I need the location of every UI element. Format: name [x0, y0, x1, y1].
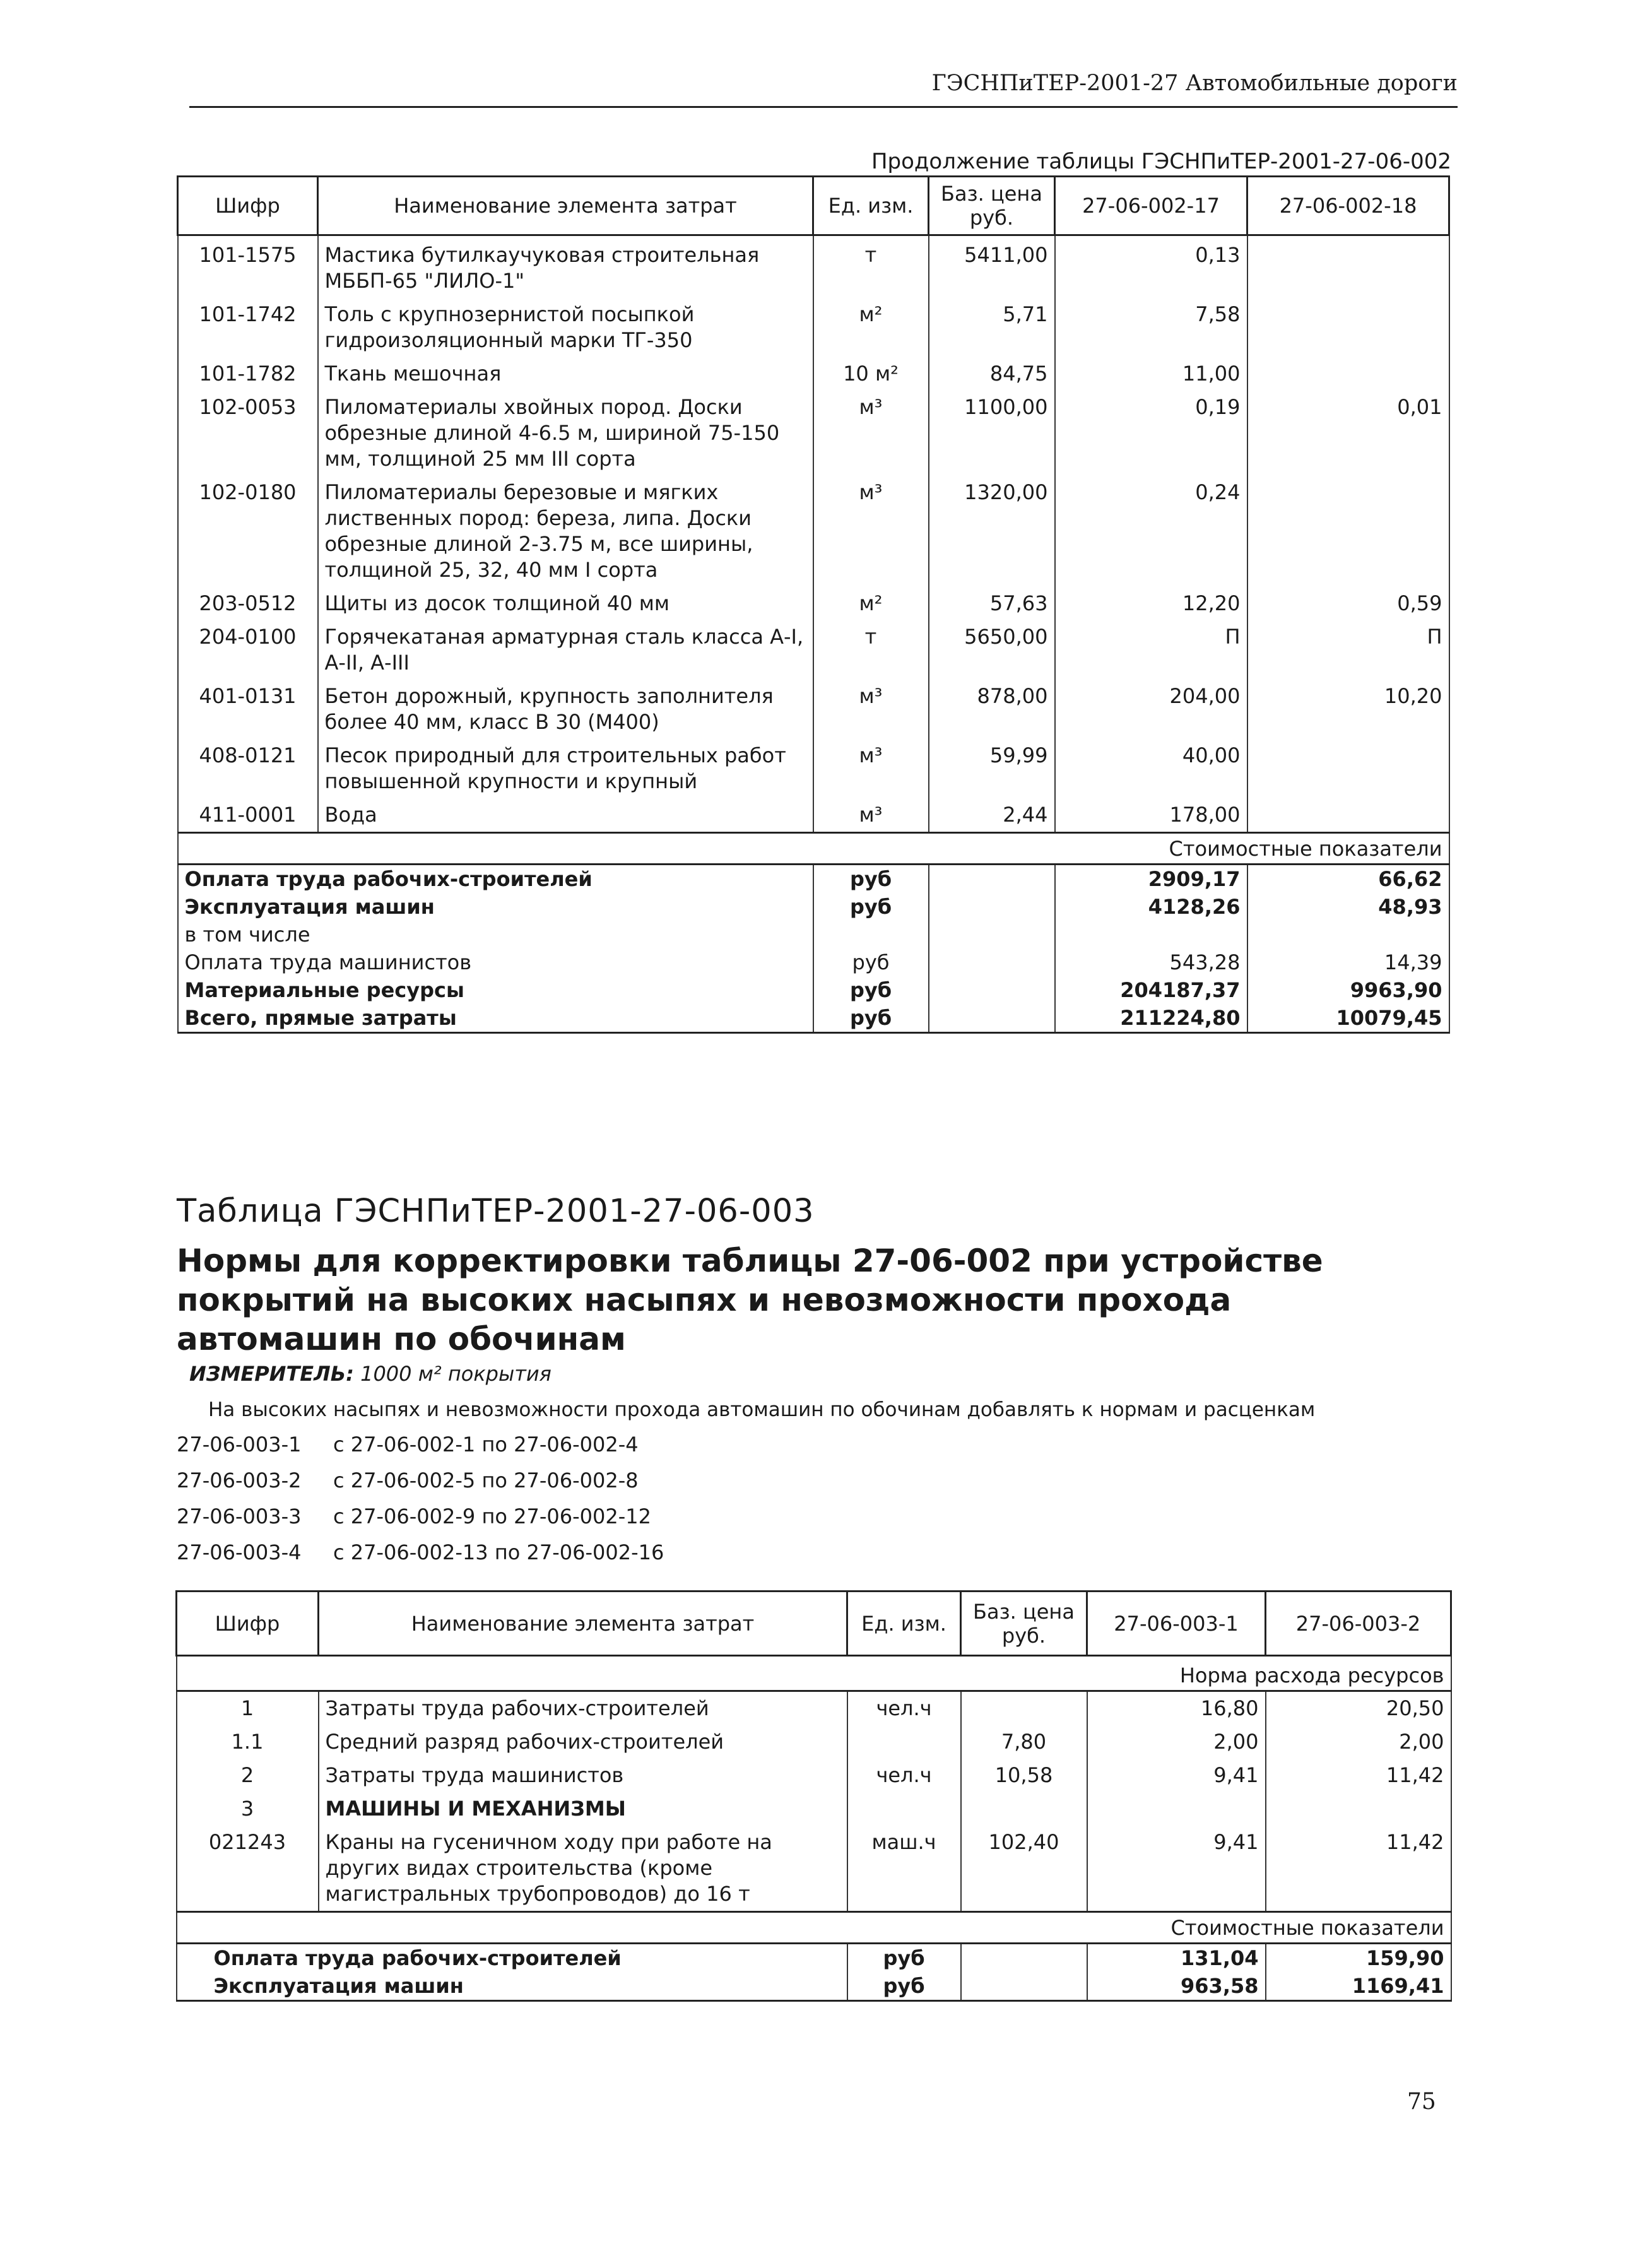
norm-range-code: 27-06-003-3: [177, 1504, 302, 1528]
table-row: [177, 1826, 1451, 1912]
cell-name: Щиты из досок толщиной 40 мм: [318, 587, 813, 620]
cost-value-b: 159,90: [1266, 1944, 1451, 1973]
cost-value-a: 543,28: [1055, 948, 1247, 976]
cost-empty-price: [929, 1004, 1055, 1033]
table1-caption: Продолжение таблицы ГЭСНПиТЕР-2001-27-06-002: [871, 149, 1451, 174]
norm-ranges-list: [177, 1432, 664, 1576]
col-header-code: Шифр: [178, 177, 318, 235]
cost-unit: руб: [813, 948, 929, 976]
cost-row: [178, 948, 1449, 976]
cost-value-b: [1247, 921, 1449, 948]
cell-code: 101-1782: [178, 357, 318, 391]
cost-value-a: 4128,26: [1055, 893, 1247, 921]
cell-name: Пиломатериалы хвойных пород. Доски обрезные длиной 4-6.5 м, шириной 75-150 мм, толщиной 25 мм III сорта: [318, 391, 813, 476]
cell-value-b: [1247, 476, 1449, 587]
cell-value-b: [1247, 798, 1449, 833]
cell-value-a: 7,58: [1055, 298, 1247, 357]
cell-value-a: 12,20: [1055, 587, 1247, 620]
cell-unit: м³: [813, 476, 929, 587]
section-description: Нормы для корректировки таблицы 27-06-002 при устройстве покрытий на высоких насыпях и невозможности прохода автомашин по обочинам: [177, 1243, 1323, 1357]
cell-unit: м³: [813, 391, 929, 476]
cost-value-a: 963,58: [1087, 1972, 1266, 2001]
cost-section-label: Стоимостные показатели: [178, 833, 1449, 865]
running-title: ГЭСНПиТЕР-2001-27 Автомобильные дороги: [931, 71, 1458, 96]
cell-name: Бетон дорожный, крупность заполнителя более 40 мм, класс В 30 (М400): [318, 680, 813, 739]
table-row: [178, 739, 1449, 798]
cell-value-a: 0,19: [1055, 391, 1247, 476]
cell-code: 101-1742: [178, 298, 318, 357]
cost-name: Оплата труда машинистов: [178, 948, 813, 976]
cell-name: Мастика бутилкаучуковая строительная МББП-65 "ЛИЛО-1": [318, 235, 813, 298]
cell-unit: 10 м²: [813, 357, 929, 391]
cost-empty-price: [929, 976, 1055, 1004]
table-row: [178, 798, 1449, 833]
cell-value-b: 0,01: [1247, 391, 1449, 476]
table-row: [177, 1691, 1451, 1726]
cell-unit: м³: [813, 798, 929, 833]
cell-name: Горячекатаная арматурная сталь класса А-I, А-II, А-III: [318, 620, 813, 680]
cell-code: 2: [177, 1759, 319, 1792]
cost-unit: руб: [813, 893, 929, 921]
col-header-price: Баз. цена руб.: [929, 177, 1055, 235]
cost-empty-price: [929, 948, 1055, 976]
norm-range-text: с 27-06-002-1 по 27-06-002-4: [333, 1432, 639, 1456]
norm-range-text: с 27-06-002-9 по 27-06-002-12: [333, 1504, 651, 1528]
cell-code: 204-0100: [178, 620, 318, 680]
cost-value-a: [1055, 921, 1247, 948]
col-header-b: 27-06-003-2: [1266, 1592, 1451, 1656]
cell-value-a: 9,41: [1087, 1826, 1266, 1912]
table-row: [178, 680, 1449, 739]
norm-range-item: [177, 1432, 664, 1468]
cell-price: [961, 1792, 1087, 1826]
norm-section-label: Норма расхода ресурсов: [177, 1656, 1451, 1691]
cost-empty-price: [961, 1944, 1087, 1973]
norm-range-code: 27-06-003-4: [177, 1540, 302, 1564]
cell-value-a: 11,00: [1055, 357, 1247, 391]
cell-unit: м³: [813, 680, 929, 739]
cost-row: [177, 1972, 1451, 2001]
cell-price: 5411,00: [929, 235, 1055, 298]
cost-row: [178, 865, 1449, 894]
cell-value-a: П: [1055, 620, 1247, 680]
cost-value-b: 1169,41: [1266, 1972, 1451, 2001]
cell-code: 102-0053: [178, 391, 318, 476]
cell-price: 59,99: [929, 739, 1055, 798]
norm-range-code: 27-06-003-2: [177, 1468, 302, 1492]
norm-range-item: [177, 1504, 664, 1540]
cost-row: [178, 976, 1449, 1004]
cell-value-b: [1247, 298, 1449, 357]
cost-name: Оплата труда рабочих-строителей: [177, 1944, 847, 1973]
cell-name: Вода: [318, 798, 813, 833]
cell-code: 102-0180: [178, 476, 318, 587]
cell-name: Толь с крупнозернистой посыпкой гидроизоляционный марки ТГ-350: [318, 298, 813, 357]
cost-value-a: 2909,17: [1055, 865, 1247, 894]
cost-unit: руб: [813, 1004, 929, 1033]
cell-unit: м³: [813, 739, 929, 798]
cell-unit: т: [813, 235, 929, 298]
cost-value-b: 48,93: [1247, 893, 1449, 921]
cell-unit: чел.ч: [847, 1759, 961, 1792]
cost-empty-price: [929, 921, 1055, 948]
cell-price: 10,58: [961, 1759, 1087, 1792]
cell-unit: маш.ч: [847, 1826, 961, 1912]
cell-price: 84,75: [929, 357, 1055, 391]
norm-range-text: с 27-06-002-13 по 27-06-002-16: [333, 1540, 664, 1564]
cell-value-b: 11,42: [1266, 1826, 1451, 1912]
cell-value-a: 0,13: [1055, 235, 1247, 298]
cell-name: Краны на гусеничном ходу при работе на других видах строительства (кроме магистральных трубопроводов) до 16 т: [319, 1826, 847, 1912]
cell-value-b: 20,50: [1266, 1691, 1451, 1726]
page-number: 75: [1407, 2089, 1436, 2115]
col-header-b: 27-06-002-18: [1247, 177, 1449, 235]
col-header-a: 27-06-003-1: [1087, 1592, 1266, 1656]
col-header-unit: Ед. изм.: [813, 177, 929, 235]
cell-price: 5650,00: [929, 620, 1055, 680]
cell-name: Ткань мешочная: [318, 357, 813, 391]
cell-code: 401-0131: [178, 680, 318, 739]
table-row: [178, 587, 1449, 620]
cost-name: Эксплуатация машин: [177, 1972, 847, 2001]
cell-value-a: 0,24: [1055, 476, 1247, 587]
cost-value-b: 14,39: [1247, 948, 1449, 976]
cell-code: 101-1575: [178, 235, 318, 298]
cell-value-b: П: [1247, 620, 1449, 680]
cell-unit: т: [813, 620, 929, 680]
cost-row: [177, 1944, 1451, 1973]
cell-value-a: 16,80: [1087, 1691, 1266, 1726]
col-header-code: Шифр: [177, 1592, 319, 1656]
cell-name: Песок природный для строительных работ повышенной крупности и крупный: [318, 739, 813, 798]
cost-section-row: [177, 1912, 1451, 1944]
cell-name: Затраты труда машинистов: [319, 1759, 847, 1792]
col-header-name: Наименование элемента затрат: [318, 177, 813, 235]
cell-name: Средний разряд рабочих-строителей: [319, 1725, 847, 1759]
col-header-name: Наименование элемента затрат: [319, 1592, 847, 1656]
cell-value-b: 0,59: [1247, 587, 1449, 620]
cell-price: 2,44: [929, 798, 1055, 833]
cell-price: 878,00: [929, 680, 1055, 739]
cost-name: Эксплуатация машин: [178, 893, 813, 921]
cost-section-label: Стоимостные показатели: [177, 1912, 1451, 1944]
cost-section-row: [178, 833, 1449, 865]
cost-value-b: 10079,45: [1247, 1004, 1449, 1033]
cell-price: 102,40: [961, 1826, 1087, 1912]
cell-unit: [847, 1792, 961, 1826]
cell-value-a: 2,00: [1087, 1725, 1266, 1759]
measure-unit: [189, 1362, 551, 1386]
cost-row: [178, 893, 1449, 921]
cell-unit: м²: [813, 587, 929, 620]
cost-name: Материальные ресурсы: [178, 976, 813, 1004]
table-row: [177, 1725, 1451, 1759]
cell-price: 1100,00: [929, 391, 1055, 476]
cell-unit: чел.ч: [847, 1691, 961, 1726]
cell-price: 7,80: [961, 1725, 1087, 1759]
cell-value-a: 40,00: [1055, 739, 1247, 798]
section-note: На высоких насыпях и невозможности прохода автомашин по обочинам добавлять к нормам и расценкам: [208, 1398, 1316, 1421]
table-row: [178, 357, 1449, 391]
cell-value-b: [1247, 739, 1449, 798]
cell-price: 5,71: [929, 298, 1055, 357]
norm-range-item: [177, 1540, 664, 1576]
norm-section-row: [177, 1656, 1451, 1691]
cost-row: [178, 1004, 1449, 1033]
cost-value-b: 66,62: [1247, 865, 1449, 894]
cost-row: [178, 921, 1449, 948]
running-header: [189, 71, 1458, 108]
cell-value-b: [1247, 357, 1449, 391]
col-header-unit: Ед. изм.: [847, 1592, 961, 1656]
cell-name: Затраты труда рабочих-строителей: [319, 1691, 847, 1726]
cost-unit: [813, 921, 929, 948]
cell-value-b: 2,00: [1266, 1725, 1451, 1759]
cost-empty-price: [929, 893, 1055, 921]
cost-unit: руб: [847, 1944, 961, 1973]
cost-empty-price: [961, 1972, 1087, 2001]
table-row: [178, 620, 1449, 680]
cell-value-a: 204,00: [1055, 680, 1247, 739]
cell-code: 1: [177, 1691, 319, 1726]
cell-code: 203-0512: [178, 587, 318, 620]
cell-value-b: [1266, 1792, 1451, 1826]
cost-value-a: 211224,80: [1055, 1004, 1247, 1033]
cell-unit: м²: [813, 298, 929, 357]
cell-value-b: [1247, 235, 1449, 298]
measure-unit-value: 1000 м² покрытия: [360, 1362, 551, 1386]
cell-name: Пиломатериалы березовые и мягких лиственных пород: береза, липа. Доски обрезные длиной 2-3.75 м, все ширины, толщиной 25, 32, 40 мм I сорта: [318, 476, 813, 587]
cell-price: 1320,00: [929, 476, 1055, 587]
cost-name: в том числе: [178, 921, 813, 948]
cost-name: Всего, прямые затраты: [178, 1004, 813, 1033]
cell-unit: [847, 1725, 961, 1759]
col-header-a: 27-06-002-17: [1055, 177, 1247, 235]
cost-value-a: 131,04: [1087, 1944, 1266, 1973]
cell-value-a: [1087, 1792, 1266, 1826]
section-title: Таблица ГЭСНПиТЕР-2001-27-06-003: [177, 1193, 815, 1230]
table-row: [178, 476, 1449, 587]
cell-value-a: 9,41: [1087, 1759, 1266, 1792]
cost-value-a: 204187,37: [1055, 976, 1247, 1004]
table1-header-row: [178, 177, 1449, 235]
cell-code: 411-0001: [178, 798, 318, 833]
table-row: [178, 235, 1449, 298]
cost-empty-price: [929, 865, 1055, 894]
table-27-06-002-continuation: [177, 175, 1450, 1034]
cost-unit: руб: [813, 865, 929, 894]
cell-code: 1.1: [177, 1725, 319, 1759]
cell-code: 408-0121: [178, 739, 318, 798]
norm-range-code: 27-06-003-1: [177, 1432, 302, 1456]
cell-value-b: 10,20: [1247, 680, 1449, 739]
table-row: [178, 391, 1449, 476]
cell-price: 57,63: [929, 587, 1055, 620]
measure-unit-label: ИЗМЕРИТЕЛЬ:: [189, 1362, 354, 1386]
table-27-06-003: [175, 1590, 1452, 2002]
cell-value-b: 11,42: [1266, 1759, 1451, 1792]
cell-code: 021243: [177, 1826, 319, 1912]
table-row: [177, 1759, 1451, 1792]
table2-header-row: [177, 1592, 1451, 1656]
cell-name: МАШИНЫ И МЕХАНИЗМЫ: [319, 1792, 847, 1826]
cell-value-a: 178,00: [1055, 798, 1247, 833]
cell-code: 3: [177, 1792, 319, 1826]
table-row: [178, 298, 1449, 357]
cost-value-b: 9963,90: [1247, 976, 1449, 1004]
cost-unit: руб: [813, 976, 929, 1004]
table-row: [177, 1792, 1451, 1826]
norm-range-text: с 27-06-002-5 по 27-06-002-8: [333, 1468, 639, 1492]
col-header-price: Баз. цена руб.: [961, 1592, 1087, 1656]
cost-name: Оплата труда рабочих-строителей: [178, 865, 813, 894]
cost-unit: руб: [847, 1972, 961, 2001]
cell-price: [961, 1691, 1087, 1726]
norm-range-item: [177, 1468, 664, 1504]
